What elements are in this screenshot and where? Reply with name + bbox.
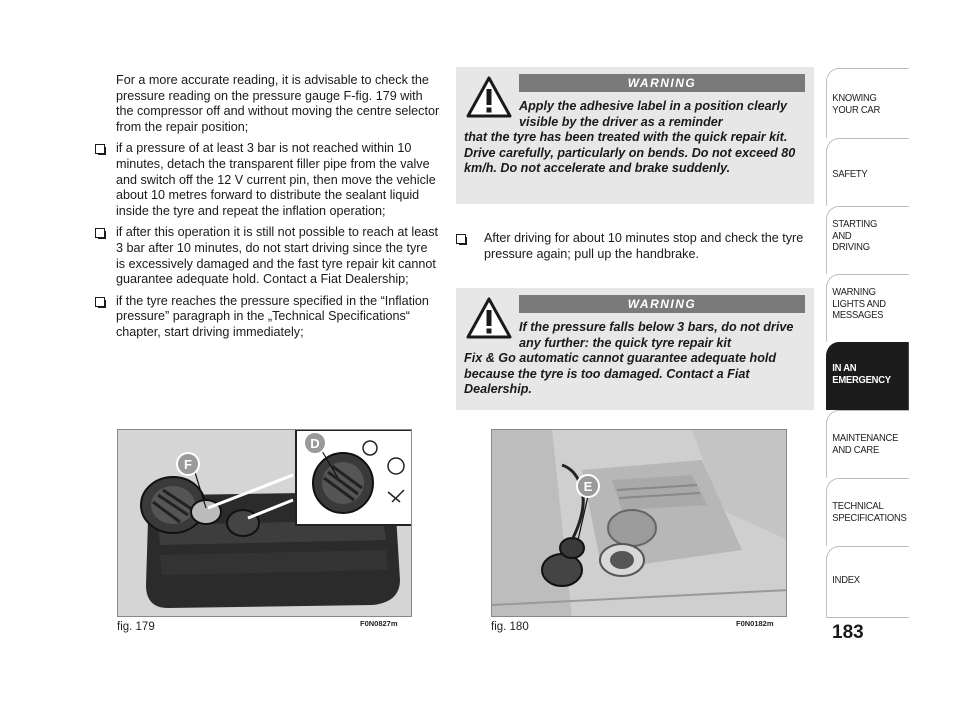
tab-knowing-your-car[interactable]: KNOWING YOUR CAR xyxy=(826,68,909,138)
intro-paragraph: For a more accurate reading, it is advisable to check the pressure reading on the pressure gauge F-fig. 179 with the compressor off and without moving the centre selector from the repair position; xyxy=(116,73,440,134)
figure-code: F0N0182m xyxy=(736,619,774,628)
figure-caption: fig. 180 xyxy=(491,621,529,633)
tab-starting-and-driving[interactable]: STARTING AND DRIVING xyxy=(826,206,909,274)
warning-text: If the pressure falls below 3 bars, do not drive any further: the quick tyre repair kit Fix & Go automatic cannot guarantee adequate hold because the tyre is too damaged. Contact a Fiat Dealership. xyxy=(464,320,794,397)
compressor-illustration xyxy=(118,430,412,617)
warning-box xyxy=(456,67,814,204)
bullet-item: if after this operation it is still not possible to reach at least 3 bar after 10 minutes, do not start driving since the tyre is excessively damaged and the fast tyre repair kit cannot guarantee adequate hold. Contact a Fiat Dealership; xyxy=(88,225,440,287)
checkbox-bullet-icon xyxy=(95,297,105,307)
figure-180 xyxy=(491,429,787,617)
figure-179 xyxy=(117,429,412,617)
warning-box xyxy=(456,288,814,410)
chapter-sidebar xyxy=(826,68,918,618)
svg-text:E: E xyxy=(583,479,593,494)
svg-text:D: D xyxy=(310,436,320,451)
svg-text:F: F xyxy=(184,457,192,472)
checkbox-bullet-icon xyxy=(456,234,466,244)
page-number: 183 xyxy=(832,622,864,643)
power-socket-illustration xyxy=(492,430,787,617)
checkbox-bullet-icon xyxy=(95,228,105,238)
tab-warning-lights[interactable]: WARNING LIGHTS AND MESSAGES xyxy=(826,274,909,342)
figure-code: F0N0827m xyxy=(360,619,398,628)
tab-safety[interactable]: SAFETY xyxy=(826,138,909,206)
bullet-item: if a pressure of at least 3 bar is not reached within 10 minutes, detach the transparent filler pipe from the valve and switch off the 12 V current pin, then move the vehicle about 10 metres forward to distribute the sealant liquid inside the tyre and repeat the inflation operation; xyxy=(88,141,440,219)
left-column xyxy=(88,73,440,347)
bullet-item: After driving for about 10 minutes stop and check the tyre pressure again; pull up the handbrake. xyxy=(456,231,814,262)
checkbox-bullet-icon xyxy=(95,144,105,154)
figure-caption: fig. 179 xyxy=(117,621,155,633)
bullet-item: if the tyre reaches the pressure specified in the “Inflation pressure” paragraph in the „Technical Specifications“ chapter, start driving immediately; xyxy=(88,294,440,341)
tab-in-an-emergency[interactable]: IN AN EMERGENCY xyxy=(826,342,909,410)
tab-technical-specifications[interactable]: TECHNICAL SPECIFICATIONS xyxy=(826,478,909,546)
warning-label: WARNING xyxy=(519,295,805,313)
tab-maintenance-and-care[interactable]: MAINTENANCE AND CARE xyxy=(826,410,909,478)
warning-label: WARNING xyxy=(519,74,805,92)
warning-text: Apply the adhesive label in a position clearly visible by the driver as a reminder that the tyre has been treated with the quick repair kit. Drive carefully, particularly on bends. Do not exceed 80 km/h. Do not accelerate and brake suddenly. xyxy=(464,99,796,176)
tab-index[interactable]: INDEX xyxy=(826,546,909,618)
